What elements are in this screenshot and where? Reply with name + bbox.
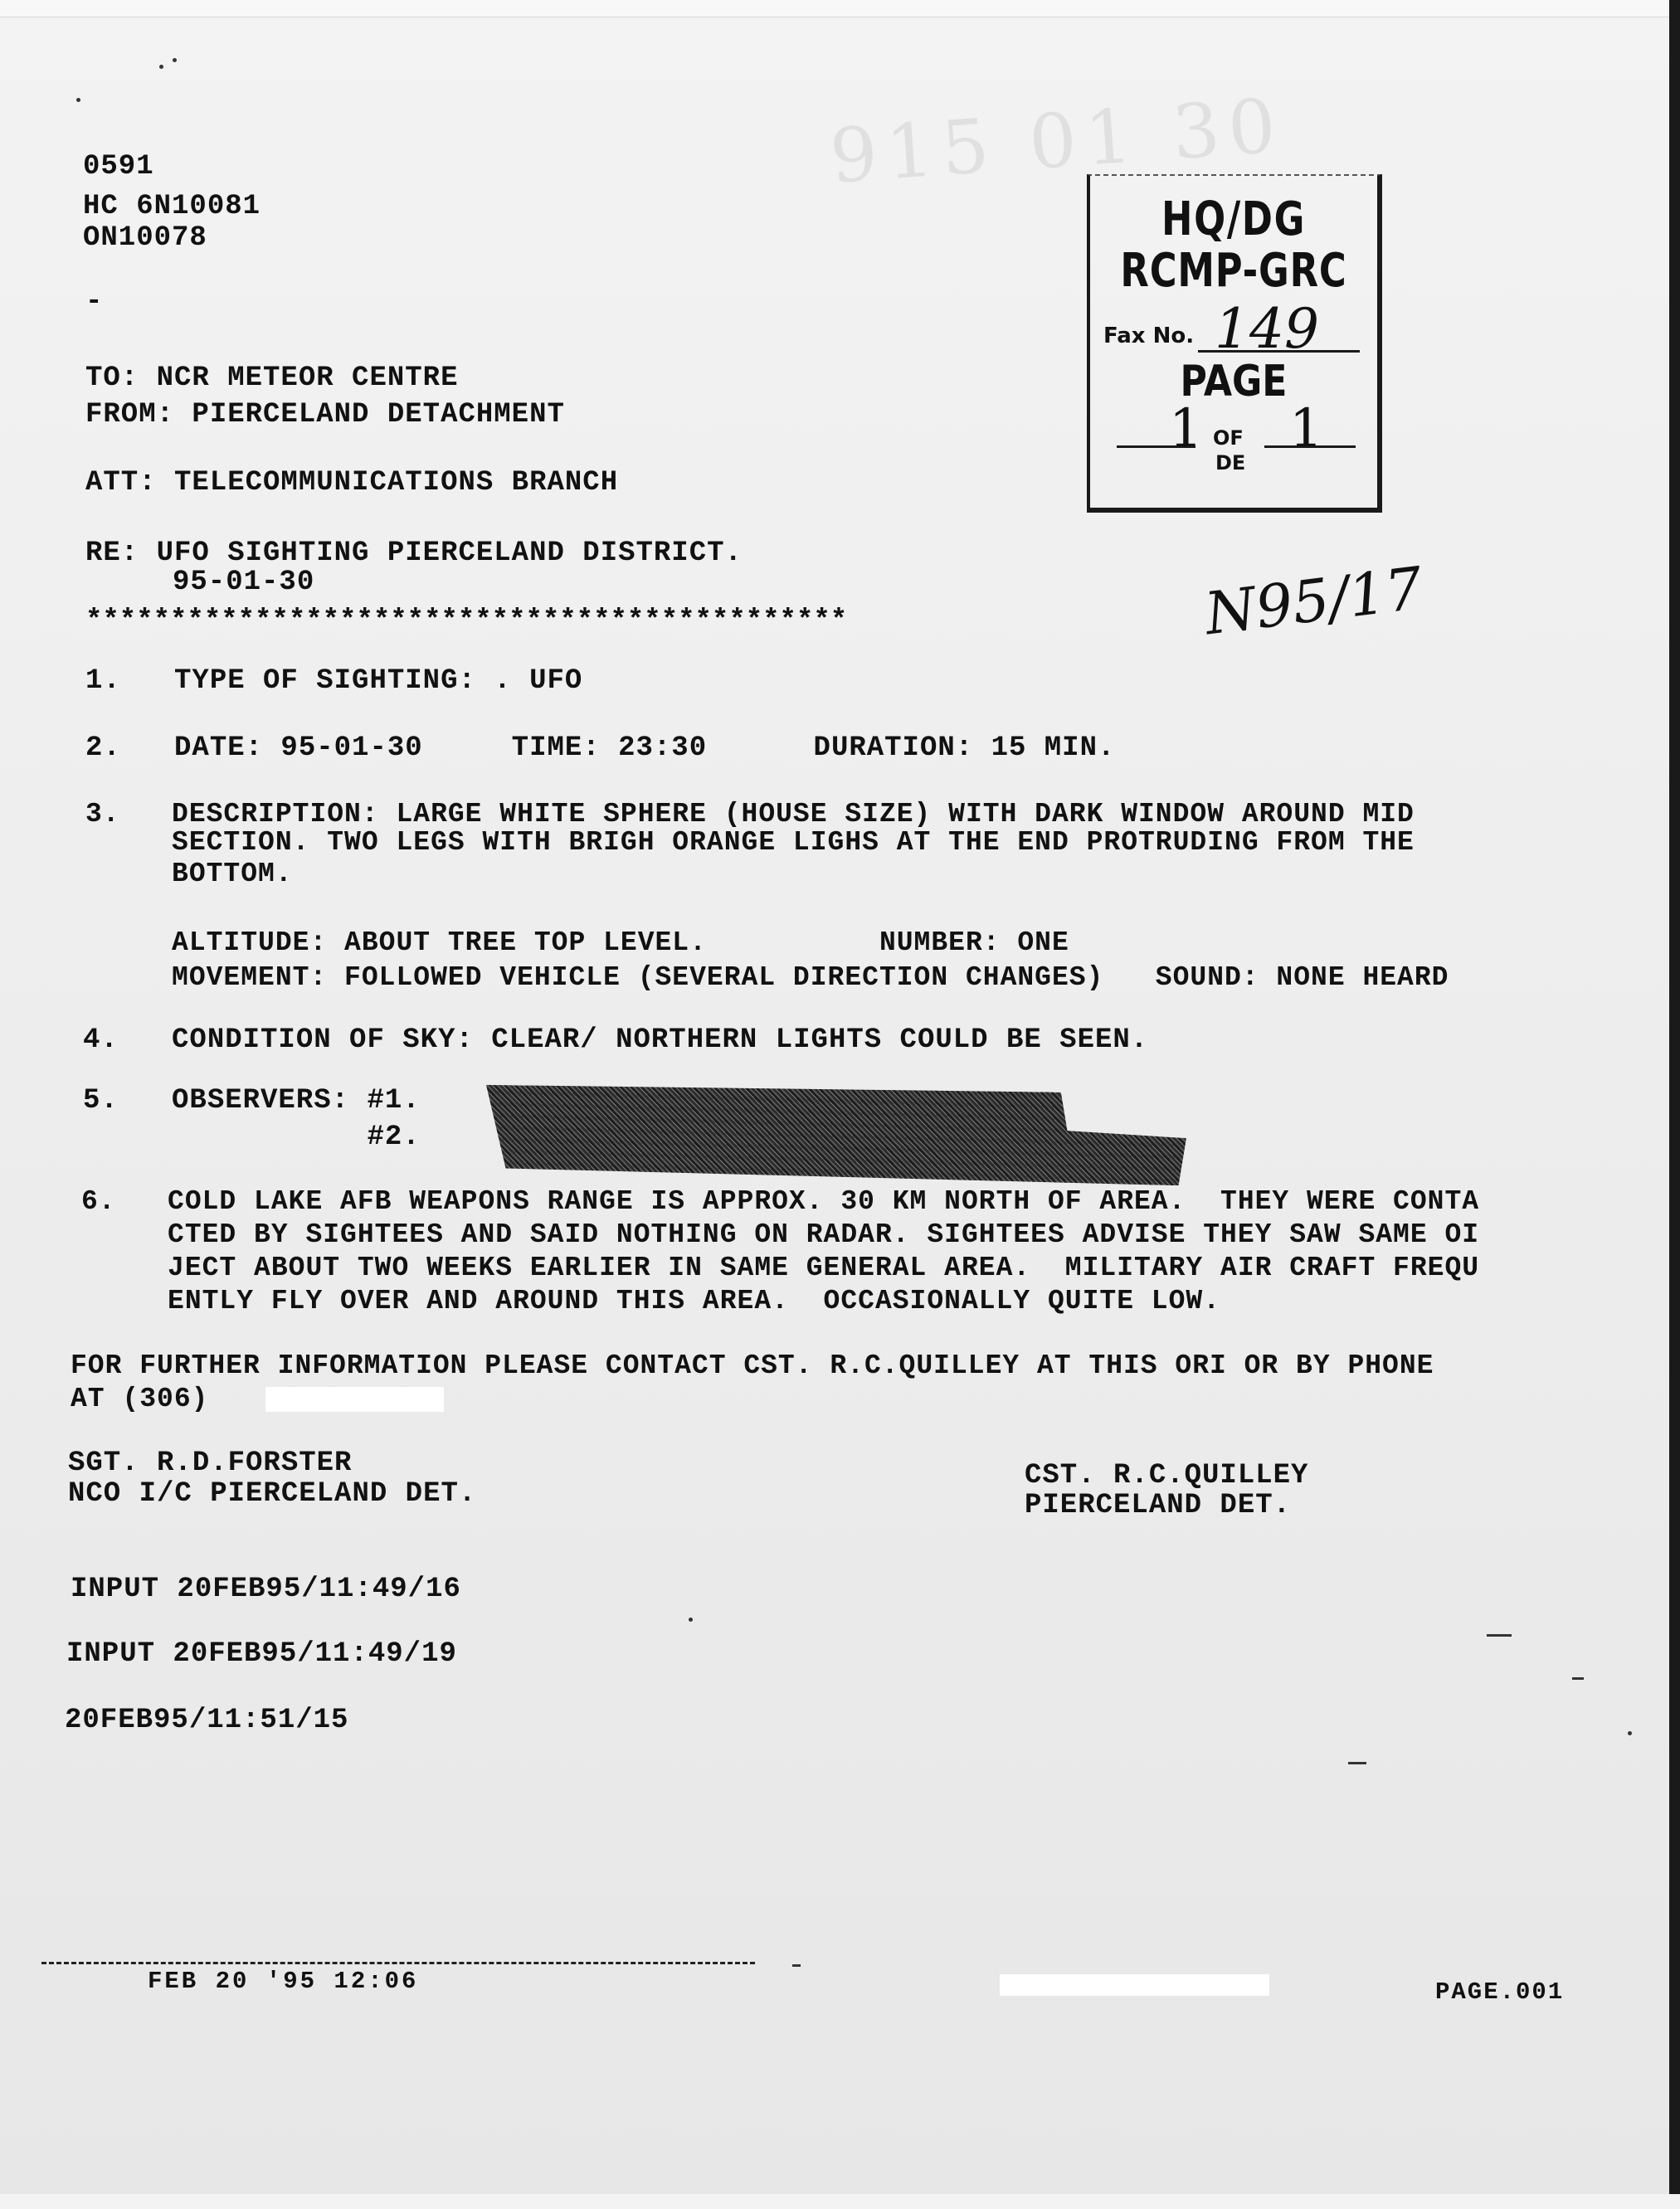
item-6-line-1: 6. COLD LAKE AFB WEAPONS RANGE IS APPROX. 30 KM NORTH OF AREA. THEY WERE CONTA	[81, 1186, 1480, 1217]
item-4-sky-condition: 4. CONDITION OF SKY: CLEAR/ NORTHERN LIGHTS COULD BE SEEN.	[83, 1024, 1149, 1056]
handwritten-file-number: N95/17	[1201, 553, 1427, 649]
redaction-phone	[265, 1387, 444, 1412]
item-3-description-1: 3. DESCRIPTION: LARGE WHITE SPHERE (HOUSE SIZE) WITH DARK WINDOW AROUND MID	[85, 799, 1415, 830]
re-date: 95-01-30	[173, 567, 315, 598]
item-6-line-3: JECT ABOUT TWO WEEKS EARLIER IN SAME GENERAL AREA. MILITARY AIR CRAFT FREQU	[81, 1253, 1480, 1283]
bottom-strip	[0, 2194, 1680, 2209]
stamp-line-2: RCMP-GRC	[1120, 244, 1347, 298]
stamp-page-total: 1	[1289, 398, 1323, 460]
speck	[792, 1964, 801, 1967]
speck	[1487, 1634, 1512, 1637]
stamp-fax-number: 149	[1215, 297, 1319, 361]
item-6-line-2: CTED BY SIGHTEES AND SAID NOTHING ON RADAR. SIGHTEES ADVISE THEY SAW SAME OI	[81, 1219, 1480, 1250]
redaction-footer	[1000, 1974, 1269, 1996]
received-stamp	[1087, 174, 1382, 513]
contact-line-2: AT (306)	[71, 1384, 209, 1414]
speck	[1572, 1677, 1584, 1680]
signature-right-title: PIERCELAND DET.	[1025, 1490, 1292, 1521]
stamp-de-label: DE	[1215, 451, 1246, 474]
separator-line: *********************************************	[85, 606, 848, 637]
signature-left-title: NCO I/C PIERCELAND DET.	[68, 1478, 477, 1510]
item-5-observers-2: #2.	[83, 1122, 421, 1153]
from-line: FROM: PIERCELAND DETACHMENT	[85, 399, 565, 431]
signature-right-name: CST. R.C.QUILLEY	[1025, 1460, 1309, 1491]
stamp-page-label: PAGE	[1180, 357, 1288, 406]
item-1-sighting-type: 1. TYPE OF SIGHTING: . UFO	[85, 665, 583, 697]
header-line-2: HC 6N10081	[83, 191, 261, 222]
header-line-1: 0591	[83, 151, 154, 182]
redaction-observers	[485, 1083, 1187, 1186]
item-6-line-4: ENTLY FLY OVER AND AROUND THIS AREA. OCCASIONALLY QUITE LOW.	[81, 1286, 1221, 1316]
speck	[1348, 1762, 1366, 1764]
movement-line: MOVEMENT: FOLLOWED VEHICLE (SEVERAL DIRECTION CHANGES) SOUND: NONE HEARD	[85, 962, 1449, 993]
speck	[159, 65, 163, 69]
stamp-of-label: OF	[1213, 426, 1244, 450]
scan-edge	[1669, 0, 1680, 2209]
fax-timestamp: FEB 20 '95 12:06	[148, 1968, 419, 1995]
speck	[1628, 1731, 1632, 1735]
stamp-line-1: HQ/DG	[1161, 192, 1306, 246]
page-number: PAGE.001	[1435, 1978, 1565, 2006]
header-line-3: ON10078	[83, 222, 207, 254]
fax-footer-line	[41, 1962, 755, 1964]
log-input-2: INPUT 20FEB95/11:49/19	[66, 1638, 457, 1670]
item-3-description-3: BOTTOM.	[85, 859, 293, 889]
to-line: TO: NCR METEOR CENTRE	[85, 362, 459, 394]
altitude-line: ALTITUDE: ABOUT TREE TOP LEVEL. NUMBER: ONE	[85, 927, 1069, 958]
log-input-1: INPUT 20FEB95/11:49/16	[71, 1574, 461, 1605]
speck	[173, 58, 177, 62]
top-strip	[0, 0, 1680, 17]
speck	[689, 1618, 693, 1622]
signature-left-name: SGT. R.D.FORSTER	[68, 1448, 353, 1479]
item-3-description-2: SECTION. TWO LEGS WITH BRIGH ORANGE LIGHS AT THE END PROTRUDING FROM THE	[85, 827, 1415, 858]
item-5-observers-1: 5. OBSERVERS: #1.	[83, 1085, 421, 1117]
contact-line-1: FOR FURTHER INFORMATION PLEASE CONTACT CST. R.C.QUILLEY AT THIS ORI OR BY PHONE	[71, 1350, 1434, 1381]
log-line-3: 20FEB95/11:51/15	[65, 1705, 349, 1736]
att-line: ATT: TELECOMMUNICATIONS BRANCH	[85, 467, 619, 499]
speck	[76, 98, 80, 102]
re-line: RE: UFO SIGHTING PIERCELAND DISTRICT.	[85, 538, 743, 569]
item-2-date-time: 2. DATE: 95-01-30 TIME: 23:30 DURATION: 15 MIN.	[85, 732, 1116, 764]
stamp-fax-label: Fax No.	[1103, 324, 1195, 348]
ghost-imprint: 915 01 30	[827, 82, 1288, 201]
header-mark: -	[85, 286, 104, 318]
stamp-page-current: 1	[1169, 398, 1203, 460]
